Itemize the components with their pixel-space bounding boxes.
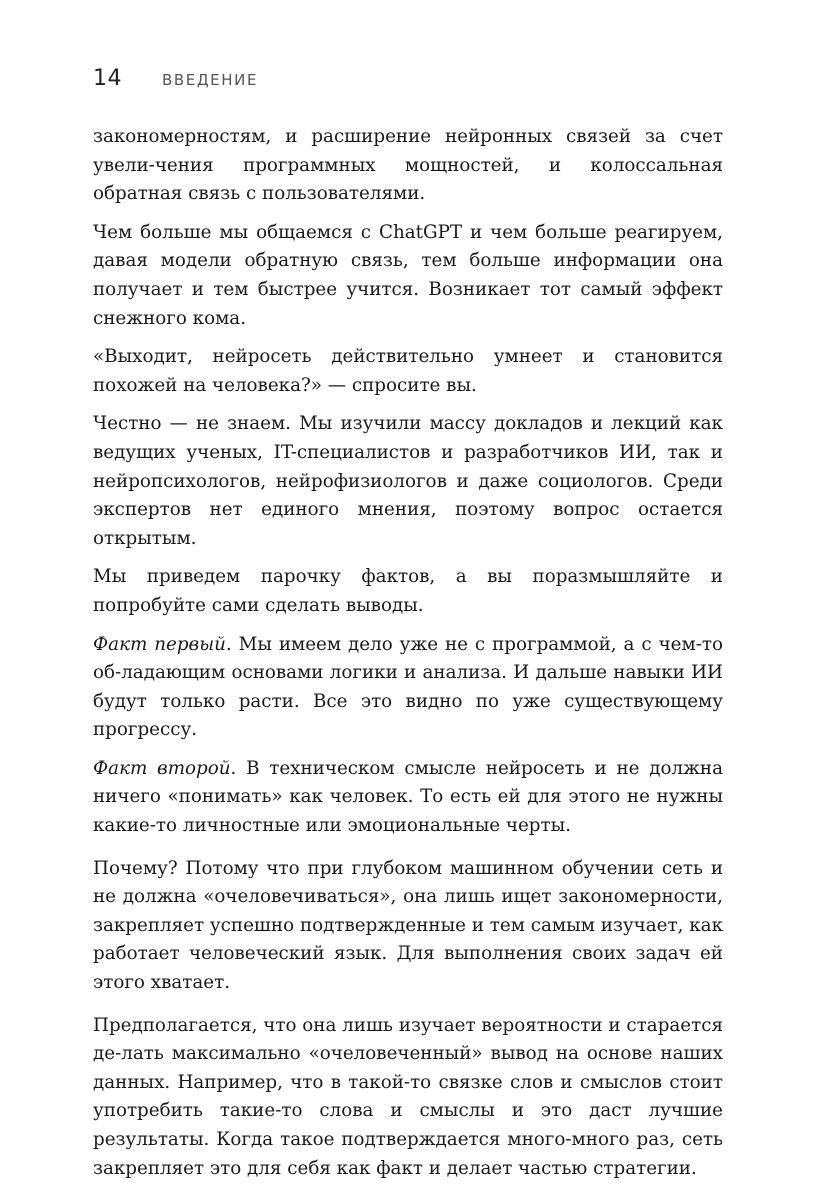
paragraph: Мы приведем парочку фактов, а вы поразмышляйте и попробуйте сами сделать выводы. xyxy=(93,566,723,616)
fact-two-label: Факт второй xyxy=(93,757,231,779)
paragraph: «Выходит, нейросеть действительно умнеет и становится похожей на человека?» — спросите вы. xyxy=(93,346,723,396)
fact-one-paragraph xyxy=(93,631,723,745)
paragraph: Честно — не знаем. Мы изучили массу докладов и лекций как ведущих ученых, IT-специалистов и разработчиков ИИ, так и нейропсихологов, нейрофизиологов и даже социологов. Среди экспертов нет единого мнения, поэтому вопрос остается открытым. xyxy=(93,413,723,549)
running-head: ВВЕДЕНИЕ xyxy=(162,71,259,89)
paragraph: закономерностям, и расширение нейронных связей за счет увели-чения программных мощностей, и колоссальная обратная связь с пользователями. xyxy=(93,126,723,205)
page-header xyxy=(93,66,258,96)
fact-two-paragraph xyxy=(93,755,723,841)
paragraph: Предполагается, что она лишь изучает вероятности и старается де-лать максимально «очеловеченный» вывод на основе наших данных. Например, что в такой-то связке слов и смыслов стоит употребить такие-то слова и смыслы и это даст лучшие результаты. Когда такое подтверждается много-много раз, сеть закрепляет это для себя как факт и делает частью стратегии. xyxy=(93,1014,723,1179)
body-text xyxy=(93,123,723,1193)
paragraph: Почему? Потому что при глубоком машинном обучении сеть и не должна «очеловечиваться», она лишь ищет закономерности, закрепляет успешно подтвержденные и тем самым изучает, как работает человеческий язык. Для выполнения своих задач ей этого хватает. xyxy=(93,857,723,994)
paragraph: Чем больше мы общаемся с ChatGPT и чем больше реагируем, давая модели обратную связь, тем больше информации она получает и тем быстрее учится. Возникает тот самый эффект снежного кома. xyxy=(93,221,723,329)
fact-one-label: Факт первый xyxy=(93,633,226,655)
fact-one-text: . Мы имеем дело уже не с программой, а с чем-то об-ладающим основами логики и анализа. И дальше навыки ИИ будут только расти. Все это видно по уже существующему прогрессу. xyxy=(93,633,723,741)
fact-two-text: . В техническом смысле нейросеть и не должна ничего «понимать» как человек. То есть ей для этого не нужны какие-то личностные или эмоциональные черты. xyxy=(93,757,723,837)
page-number: 14 xyxy=(93,66,122,91)
